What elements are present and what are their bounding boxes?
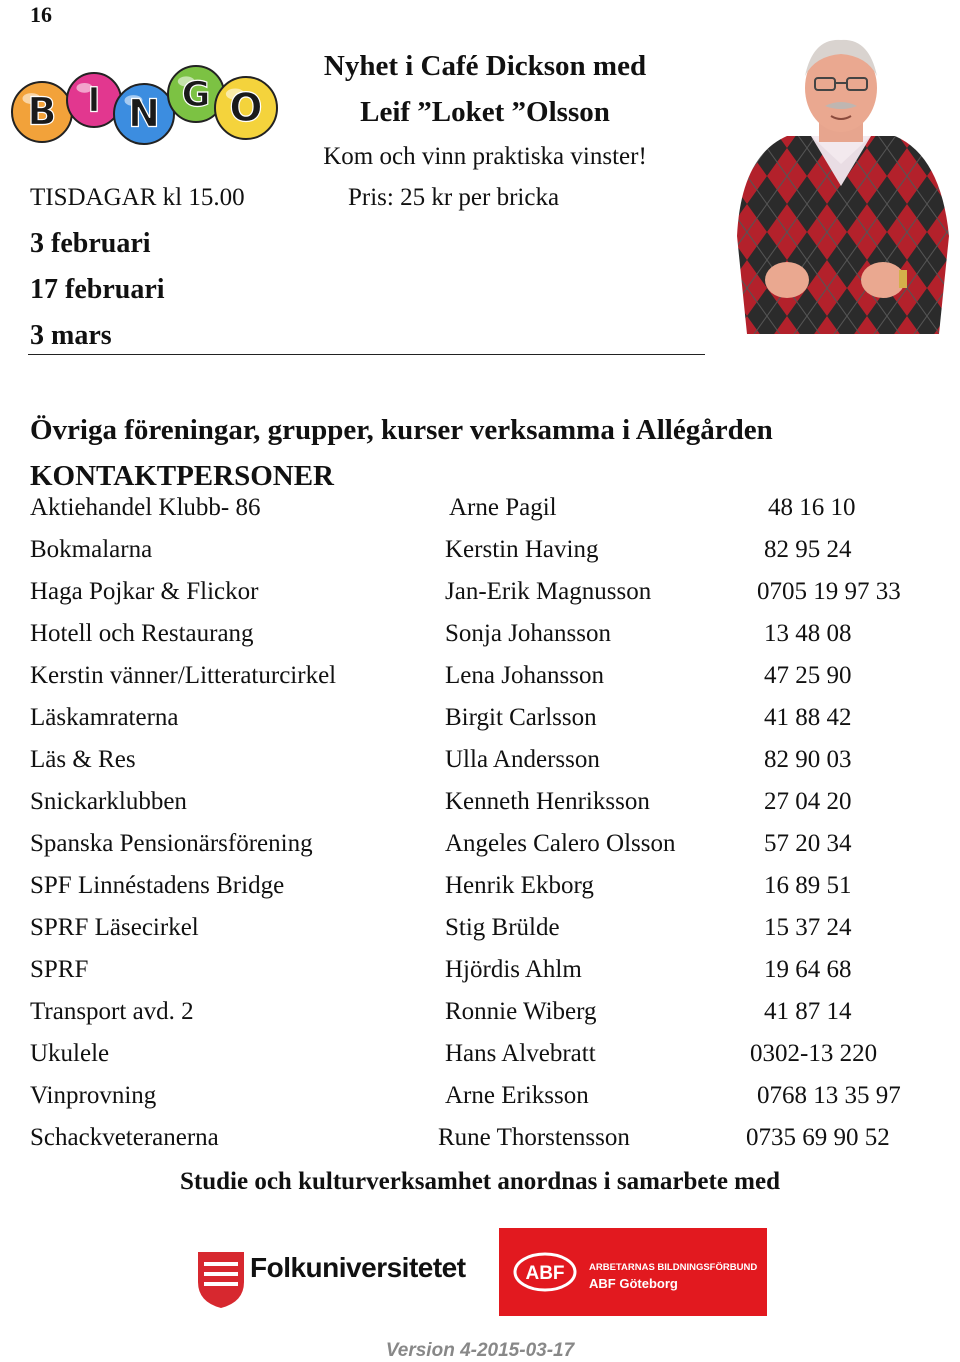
contact-group: Haga Pojkar & Flickor — [30, 578, 259, 605]
contact-group: SPF Linnéstadens Bridge — [30, 872, 285, 899]
bingo-letter: N — [128, 91, 160, 136]
contact-person: Hjördis Ahlm — [445, 956, 582, 983]
contact-row — [0, 578, 960, 618]
contact-person: Rune Thorstensson — [438, 1124, 630, 1151]
contact-phone: 27 04 20 — [764, 788, 852, 815]
contact-group: Ukulele — [30, 1040, 110, 1067]
folkuniversitetet-name: Folkuniversitetet — [250, 1252, 466, 1283]
contact-row — [0, 830, 960, 870]
svg-text:ABF: ABF — [525, 1263, 565, 1284]
contact-person: Kenneth Henriksson — [445, 788, 650, 815]
abf-logo — [499, 1228, 767, 1316]
contact-row — [0, 494, 960, 534]
contact-row — [0, 998, 960, 1038]
contact-phone: 19 64 68 — [764, 956, 852, 983]
schedule-date: 17 februari — [30, 274, 165, 305]
version-footer: Version 4-2015-03-17 — [385, 1340, 575, 1361]
contact-person: Sonja Johansson — [445, 620, 611, 647]
contact-group: Transport avd. 2 — [30, 998, 194, 1025]
news-title-line2: Leif ”Loket ”Olsson — [360, 96, 610, 128]
section-subtitle: KONTAKTPERSONER — [30, 460, 335, 492]
contact-row — [0, 536, 960, 576]
contact-phone: 82 90 03 — [764, 746, 852, 773]
contact-group: Vinprovning — [30, 1082, 157, 1109]
contact-row — [0, 746, 960, 786]
schedule-date: 3 februari — [30, 228, 151, 259]
contact-phone: 57 20 34 — [764, 830, 852, 857]
contact-group: Kerstin vänner/Litteraturcirkel — [30, 662, 337, 689]
contact-person: Ronnie Wiberg — [445, 998, 597, 1025]
bingo-letter: I — [87, 80, 101, 121]
contact-group: Spanska Pensionärsförening — [30, 830, 313, 857]
contact-person: Kerstin Having — [445, 536, 599, 563]
contact-phone: 47 25 90 — [764, 662, 852, 689]
contact-row — [0, 914, 960, 954]
contact-group: Bokmalarna — [30, 536, 153, 563]
contact-phone: 41 88 42 — [764, 704, 852, 731]
contact-person: Hans Alvebratt — [445, 1040, 596, 1067]
bingo-letter: G — [181, 74, 211, 115]
contact-row — [0, 704, 960, 744]
contact-person: Angeles Calero Olsson — [445, 830, 676, 857]
contact-phone: 0705 19 97 33 — [757, 578, 901, 605]
contact-row — [0, 872, 960, 912]
news-price: Pris: 25 kr per bricka — [348, 184, 560, 211]
schedule-date: 3 mars — [30, 320, 112, 351]
schedule-label: TISDAGAR kl 15.00 — [30, 184, 245, 211]
contact-group: Aktiehandel Klubb- 86 — [30, 494, 261, 521]
contact-phone: 15 37 24 — [764, 914, 852, 941]
contact-group: SPRF Läsecirkel — [30, 914, 199, 941]
contact-group: Schackveteranerna — [30, 1124, 219, 1151]
contact-group: Läs & Res — [30, 746, 136, 773]
divider-line — [28, 354, 705, 355]
contact-row — [0, 620, 960, 660]
contact-row — [0, 1124, 960, 1164]
contact-group: Snickarklubben — [30, 788, 187, 815]
section-title: Övriga föreningar, grupper, kurser verksamma i Allégården — [30, 414, 773, 446]
folkuniversitetet-logo — [198, 1250, 478, 1310]
page-number: 16 — [30, 2, 52, 27]
contact-phone: 82 95 24 — [764, 536, 852, 563]
contact-phone: 0735 69 90 52 — [746, 1124, 890, 1151]
contact-row — [0, 1040, 960, 1080]
collaboration-heading: Studie och kulturverksamhet anordnas i samarbete med — [179, 1168, 780, 1195]
contact-person: Lena Johansson — [445, 662, 604, 689]
contact-row — [0, 788, 960, 828]
contact-group: SPRF — [30, 956, 89, 983]
contact-person: Jan-Erik Magnusson — [445, 578, 652, 605]
contact-person: Henrik Ekborg — [445, 872, 594, 899]
contact-row — [0, 956, 960, 996]
contact-group: Hotell och Restaurang — [30, 620, 254, 647]
contact-phone: 48 16 10 — [768, 494, 856, 521]
contact-row — [0, 1082, 960, 1122]
bingo-logo — [6, 48, 280, 158]
contact-person: Ulla Andersson — [445, 746, 600, 773]
abf-city-name: ABF Göteborg — [589, 1276, 678, 1291]
news-subtitle: Kom och vinn praktiska vinster! — [323, 143, 647, 170]
folkuniversitetet-emblem-icon — [198, 1252, 244, 1308]
host-photo — [727, 36, 955, 334]
abf-full-name: ARBETARNAS BILDNINGSFÖRBUND — [589, 1262, 758, 1273]
abf-badge-icon — [513, 1252, 577, 1292]
contact-phone: 16 89 51 — [764, 872, 852, 899]
bingo-letter: B — [27, 89, 57, 134]
contact-person: Stig Brülde — [445, 914, 560, 941]
contact-person: Birgit Carlsson — [445, 704, 597, 731]
contact-phone: 41 87 14 — [764, 998, 852, 1025]
contact-person: Arne Eriksson — [445, 1082, 589, 1109]
contact-phone: 0768 13 35 97 — [757, 1082, 901, 1109]
contact-person: Arne Pagil — [449, 494, 557, 521]
contact-phone: 0302-13 220 — [750, 1040, 878, 1067]
news-title-line1: Nyhet i Café Dickson med — [323, 50, 647, 82]
contact-group: Läskamraterna — [30, 704, 179, 731]
contact-phone: 13 48 08 — [764, 620, 852, 647]
bingo-letter: O — [229, 86, 263, 132]
contact-row — [0, 662, 960, 702]
